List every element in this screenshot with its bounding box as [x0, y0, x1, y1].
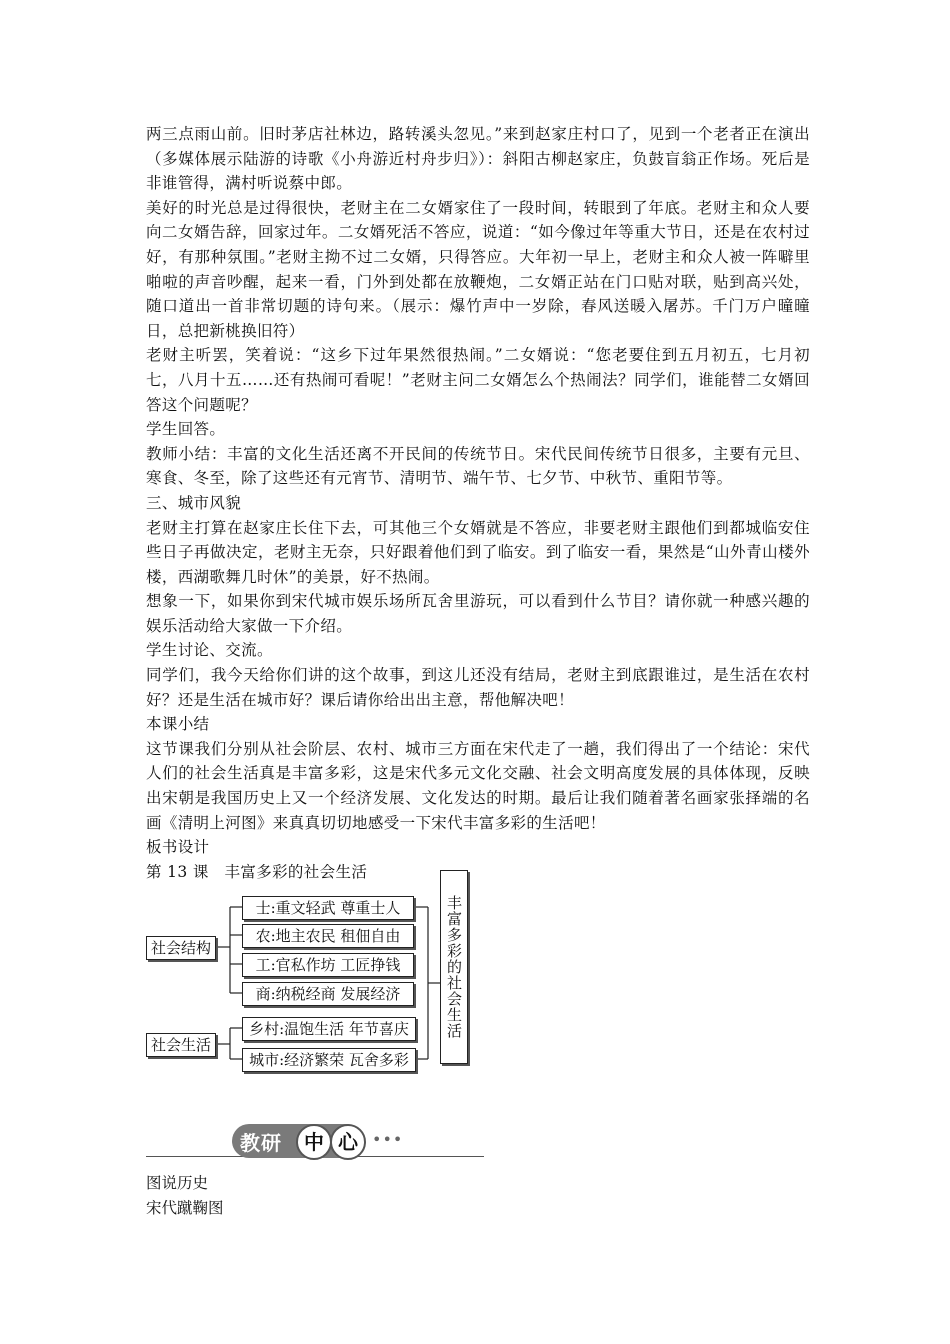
section-heading: 图说历史 — [146, 1174, 209, 1192]
section-heading: 三、城市风貌 — [146, 493, 242, 512]
paragraph: 两三点雨山前。旧时茅店社林边，路转溪头忽见。”来到赵家庄村口了，见到一个老者正在演出（多媒体展示陆游的诗歌《小舟游近村舟步归》）：斜阳古柳赵家庄，负鼓盲翁正作场。死后是非谁管得，满村听说蔡中郎。 — [146, 125, 810, 193]
paragraph: 想象一下，如果你到宋代城市娱乐场所瓦舍里游玩，可以看到什么节目？请你就一种感兴趣的娱乐活动给大家做一下介绍。 — [146, 592, 810, 635]
teaching-center-banner — [146, 1118, 486, 1164]
section-heading: 本课小结 — [146, 715, 210, 734]
board-diagram — [146, 870, 476, 1070]
item-box: 乡村:温饱生活 年节喜庆 — [242, 1017, 416, 1041]
paragraph: 宋代蹴鞠图 — [146, 1198, 224, 1217]
lesson-text — [146, 122, 810, 884]
paragraph: 学生回答。 — [146, 420, 226, 439]
banner-dots: ••• — [372, 1130, 404, 1149]
paragraph: 美好的时光总是过得很快，老财主在二女婿家住了一段时间，转眼到了年底。老财主和众人要向二女婿告辞，回家过年。二女婿死活不答应，说道：“如今像过年等重大节日，还是在农村过好，有那种氛围。”老财主拗不过二女婿，只得答应。大年初一早上，老财主和众人被一阵噼里啪啦的声音吵醒，起来一看，门外到处都在放鞭炮，二女婿正站在门口贴对联，贴到高兴处，随口道出一首非常切题的诗句来。（展示：爆竹声中一岁除，春风送暖入屠苏。千门万户曈曈日，总把新桃换旧符） — [146, 198, 810, 340]
banner-text: 教研 — [240, 1131, 282, 1155]
banner-char: 心 — [330, 1124, 366, 1160]
paragraph: 学生讨论、交流。 — [146, 641, 273, 660]
summary-text: 丰富多彩的社会生活 — [445, 895, 463, 1039]
banner-char: 中 — [296, 1124, 332, 1160]
paragraph: 这节课我们分别从社会阶层、农村、城市三方面在宋代走了一趟，我们得出了一个结论：宋代人们的社会生活真是丰富多彩，这是宋代多元文化交融、社会文明高度发展的具体体现，反映出宋朝是我国历史上又一个经济发展、文化发达的时期。最后让我们随着著名画家张择端的名画《清明上河图》来真真切切地感受一下宋代丰富多彩的生活吧！ — [146, 739, 810, 832]
item-box: 农:地主农民 租佃自由 — [242, 924, 414, 948]
group-life-box: 社会生活 — [146, 1033, 216, 1057]
paragraph: 老财主打算在赵家庄长住下去，可其他三个女婿就是不答应，非要老财主跟他们到都城临安住些日子再做决定，老财主无奈，只好跟着他们到了临安。到了临安一看，果然是“山外青山楼外楼，西湖歌舞几时休”的美景，好不热闹。 — [146, 518, 810, 586]
summary-box — [440, 870, 468, 1064]
paragraph: 老财主听罢，笑着说：“这乡下过年果然很热闹。”二女婿说：“您老要住到五月初五，七月初七，八月十五……还有热闹可看呢！”老财主问二女婿怎么个热闹法？同学们，谁能替二女婿回答这个问题呢？ — [146, 346, 810, 414]
paragraph: 教师小结：丰富的文化生活还离不开民间的传统节日。宋代民间传统节日很多，主要有元旦、寒食、冬至，除了这些还有元宵节、清明节、端午节、七夕节、中秋节、重阳节等。 — [146, 444, 810, 488]
board-title: 第 13 课 丰富多彩的社会生活 — [146, 862, 368, 881]
group-structure-box: 社会结构 — [146, 936, 216, 960]
item-box: 城市:经济繁荣 瓦舍多彩 — [242, 1048, 416, 1072]
section-heading: 板书设计 — [146, 838, 210, 857]
item-box: 商:纳税经商 发展经济 — [242, 982, 414, 1006]
item-box: 工:官私作坊 工匠挣钱 — [242, 953, 414, 977]
paragraph: 同学们，我今天给你们讲的这个故事，到这儿还没有结局，老财主到底跟谁过，是生活在农村好？还是生活在城市好？课后请你给出出主意，帮他解决吧！ — [146, 666, 810, 709]
item-box: 士:重文轻武 尊重士人 — [242, 896, 414, 920]
footer-section — [146, 1171, 224, 1220]
